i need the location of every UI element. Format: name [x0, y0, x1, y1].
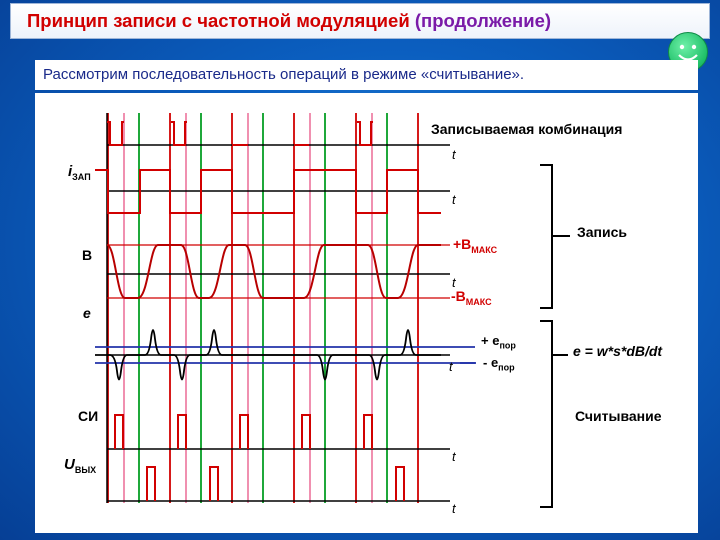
write-bracket — [540, 165, 570, 308]
b-axis-label: B — [82, 247, 93, 263]
e-axis-label: e — [83, 305, 91, 321]
timing-diagram — [35, 93, 698, 533]
read-group-label: Считывание — [575, 408, 662, 424]
read-bracket — [540, 321, 568, 507]
si-axis-label: СИ — [78, 408, 99, 424]
i-zap-label: $i_{ЗАП}$ — [68, 163, 91, 182]
t-label-4: t — [449, 359, 453, 374]
time-axes — [107, 145, 450, 501]
e-signal — [95, 330, 441, 380]
minus-bmax-label: $-B_{МАКС}$ — [451, 288, 492, 307]
plus-e-threshold-label: + $e_{пор}$ — [481, 333, 516, 351]
emf-formula: e = w*s*dB/dt — [573, 343, 663, 359]
b-flux-signal — [107, 245, 441, 298]
slide-title: Принцип записи с частотной модуляцией — [27, 10, 410, 31]
slide-title-continued: (продолжение) — [414, 10, 552, 31]
green-grid-lines — [139, 113, 387, 503]
written-combination-signal — [107, 122, 373, 145]
bmax-lines — [107, 245, 450, 298]
t-label-2: t — [452, 192, 456, 207]
t-label-6: t — [452, 501, 456, 516]
diagram-panel — [35, 93, 698, 533]
si-strobe-pulses — [115, 415, 372, 449]
u-out-label: $U_{ВЫХ}$ — [64, 456, 97, 475]
t-label-3: t — [452, 275, 456, 290]
written-combination-label: Записываемая комбинация — [431, 121, 623, 137]
slide-subtitle — [35, 60, 698, 90]
plus-bmax-label: $+B_{МАКС}$ — [453, 236, 498, 255]
t-label-1: t — [452, 147, 456, 162]
minus-e-threshold-label: - $e_{пор}$ — [483, 355, 515, 373]
subtitle-text: Рассмотрим последовательность операций в режиме «считывание». — [43, 66, 525, 83]
slide-title-bar — [10, 3, 710, 39]
t-label-5: t — [452, 449, 456, 464]
write-group-label: Запись — [577, 224, 628, 240]
